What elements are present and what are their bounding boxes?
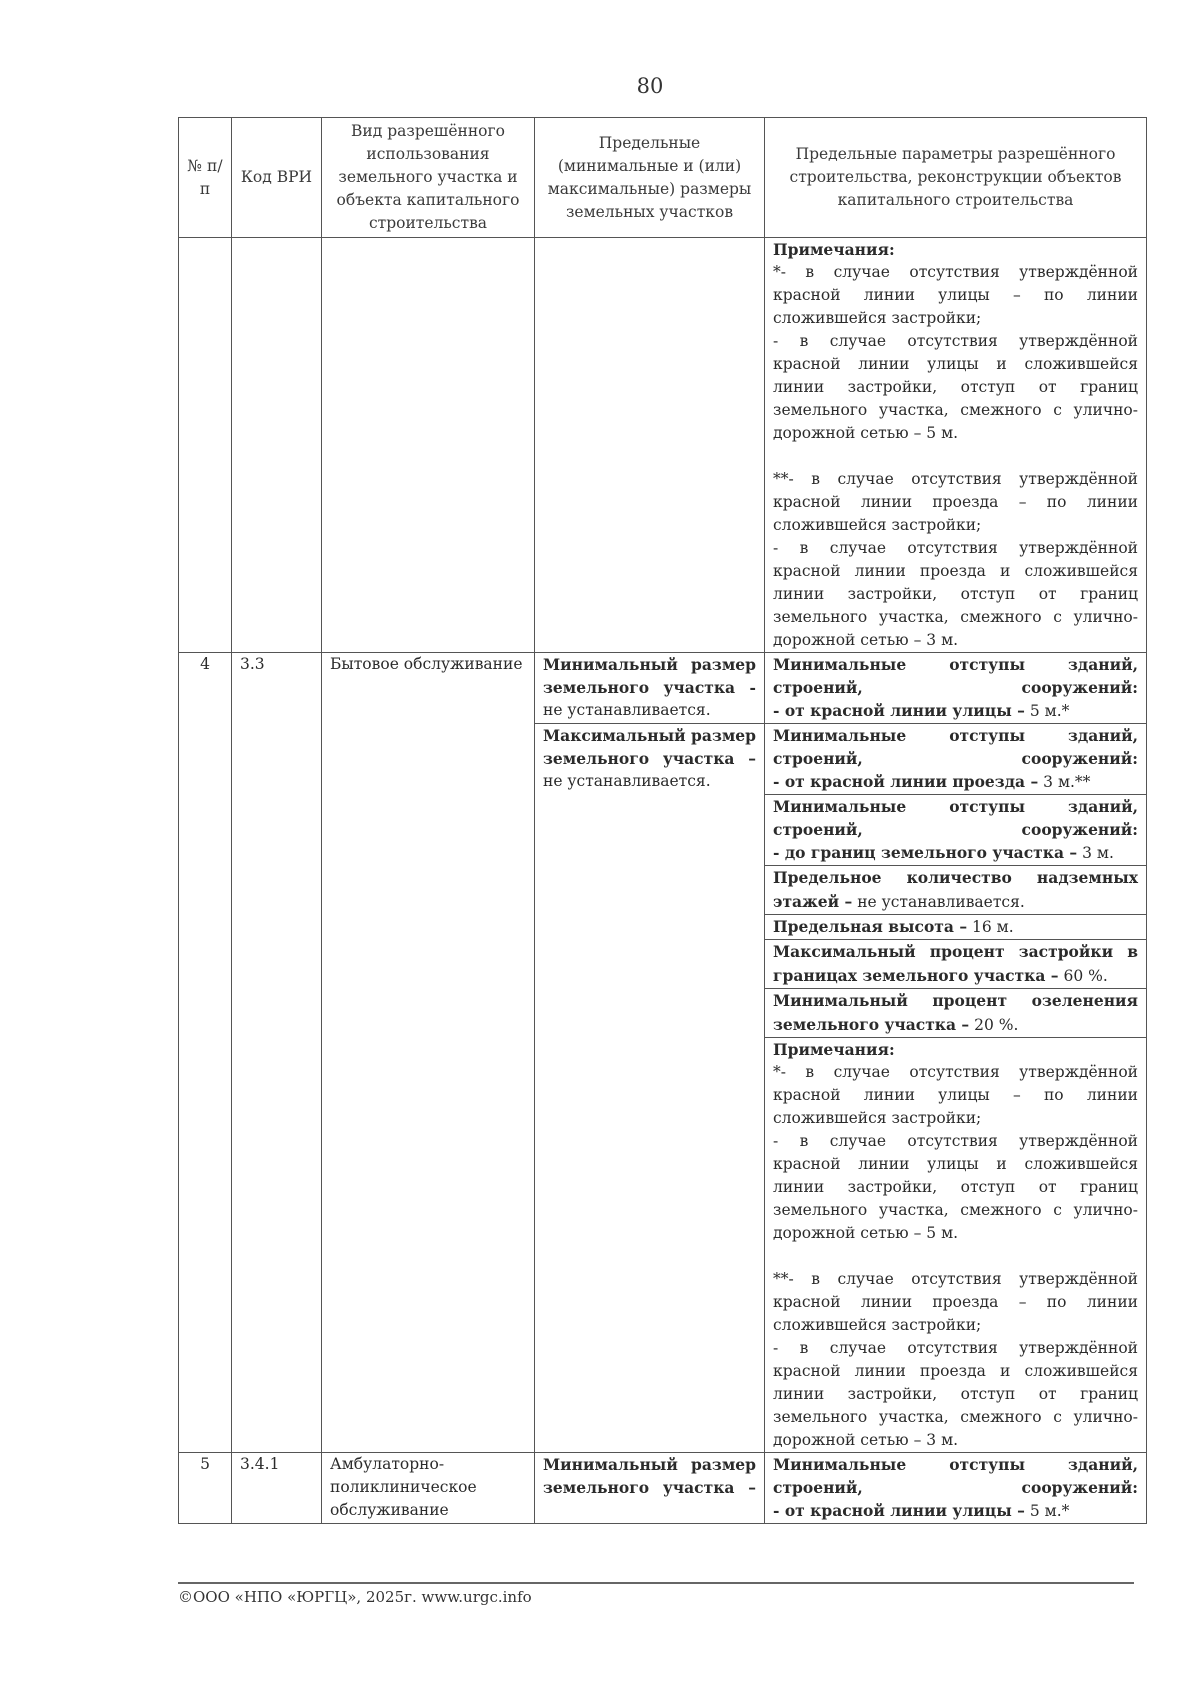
note-street-1: *- в случае отсутствия утверждённой красной линии улицы – по линии сложившейся застройки; <box>773 263 1138 327</box>
table-row-5 <box>179 1453 1147 1524</box>
row4-param-green-percent: Минимальный процент озеленения земельного участка – 20 %. <box>765 989 1147 1038</box>
row4-max-size <box>535 724 765 1453</box>
row4-param-build-percent: Максимальный процент застройки в границах земельного участка – 60 %. <box>765 940 1147 989</box>
row4-notes: Примечания: *- в случае отсутствия утверждённой красной линии улицы – по линии сложившейся застройки; - в случае отсутствия утверждённой красной линии улицы и сложившейся линии застройки, отступ от границ земельного участка, смежного с улично-дорожной сетью – 5 м. **- в случае отсутствия утверждённой красной линии проезда – по линии сложившейся застройки; - в случае отсутствия утверждённой красной линии проезда и сложившейся линии застройки, отступ от границ земельного участка, смежного с улично-дорожной сетью – 3 м. <box>765 1038 1147 1453</box>
notes-cell <box>765 238 1147 653</box>
row4-num: 4 <box>179 653 232 1453</box>
row5-code: 3.4.1 <box>232 1453 322 1524</box>
footer-copyright: ©ООО «НПО «ЮРГЦ», 2025г. www.urgc.info <box>178 1588 532 1606</box>
row4-min-size <box>535 653 765 724</box>
row4-max-size-label: Максимальный размер земельного участка – <box>543 726 756 768</box>
table-row-4-a <box>179 653 1147 724</box>
footer-divider <box>178 1582 1134 1584</box>
header-params: Предельные параметры разрешённого строительства, реконструкции объектов капитального строительства <box>765 118 1147 238</box>
row5-param-street: Минимальные отступы зданий, строений, сооружений: - от красной линии улицы – 5 м.* <box>765 1453 1147 1524</box>
row5-num: 5 <box>179 1453 232 1524</box>
notes-title: Примечания: <box>773 240 895 259</box>
header-type: Вид разрешённого использования земельного участка и объекта капитального строительства <box>322 118 535 238</box>
row4-param-street: Минимальные отступы зданий, строений, сооружений: - от красной линии улицы – 5 м.* <box>765 653 1147 724</box>
row4-param-street-label: Минимальные отступы зданий, строений, сооружений: <box>773 655 1138 697</box>
row4-code: 3.3 <box>232 653 322 1453</box>
row4-param-border: Минимальные отступы зданий, строений, сооружений: - до границ земельного участка – 3 м. <box>765 795 1147 866</box>
row4-min-size-label: Минимальный размер земельного участка - <box>543 655 756 697</box>
table-header-row <box>179 118 1147 238</box>
header-size: Предельные (минимальные и (или) максимальные) размеры земельных участков <box>535 118 765 238</box>
regulations-table <box>178 117 1147 1524</box>
row4-min-size-value: не устанавливается. <box>543 701 711 719</box>
note-passage-2: - в случае отсутствия утверждённой красной линии проезда и сложившейся линии застройки, отступ от границ земельного участка, смежного с улично-дорожной сетью – 3 м. <box>773 539 1138 649</box>
row4-max-size-value: не устанавливается. <box>543 772 711 790</box>
header-code: Код ВРИ <box>232 118 322 238</box>
row5-min-size: Минимальный размер земельного участка – <box>535 1453 765 1524</box>
table-row-continued <box>179 238 1147 653</box>
row4-type: Бытовое обслуживание <box>322 653 535 1453</box>
row5-type: Амбулаторно-поликлиническое обслуживание <box>322 1453 535 1524</box>
row4-param-passage: Минимальные отступы зданий, строений, сооружений: - от красной линии проезда – 3 м.** <box>765 724 1147 795</box>
row4-param-height: Предельная высота – 16 м. <box>765 915 1147 940</box>
page-number: 80 <box>636 74 664 98</box>
note-passage-1: **- в случае отсутствия утверждённой красной линии проезда – по линии сложившейся застройки; <box>773 470 1138 534</box>
header-num: № п/п <box>179 118 232 238</box>
row4-param-floors: Предельное количество надземных этажей – не устанавливается. <box>765 866 1147 915</box>
note-street-2: - в случае отсутствия утверждённой красной линии улицы и сложившейся линии застройки, отступ от границ земельного участка, смежного с улично-дорожной сетью – 5 м. <box>773 332 1138 442</box>
